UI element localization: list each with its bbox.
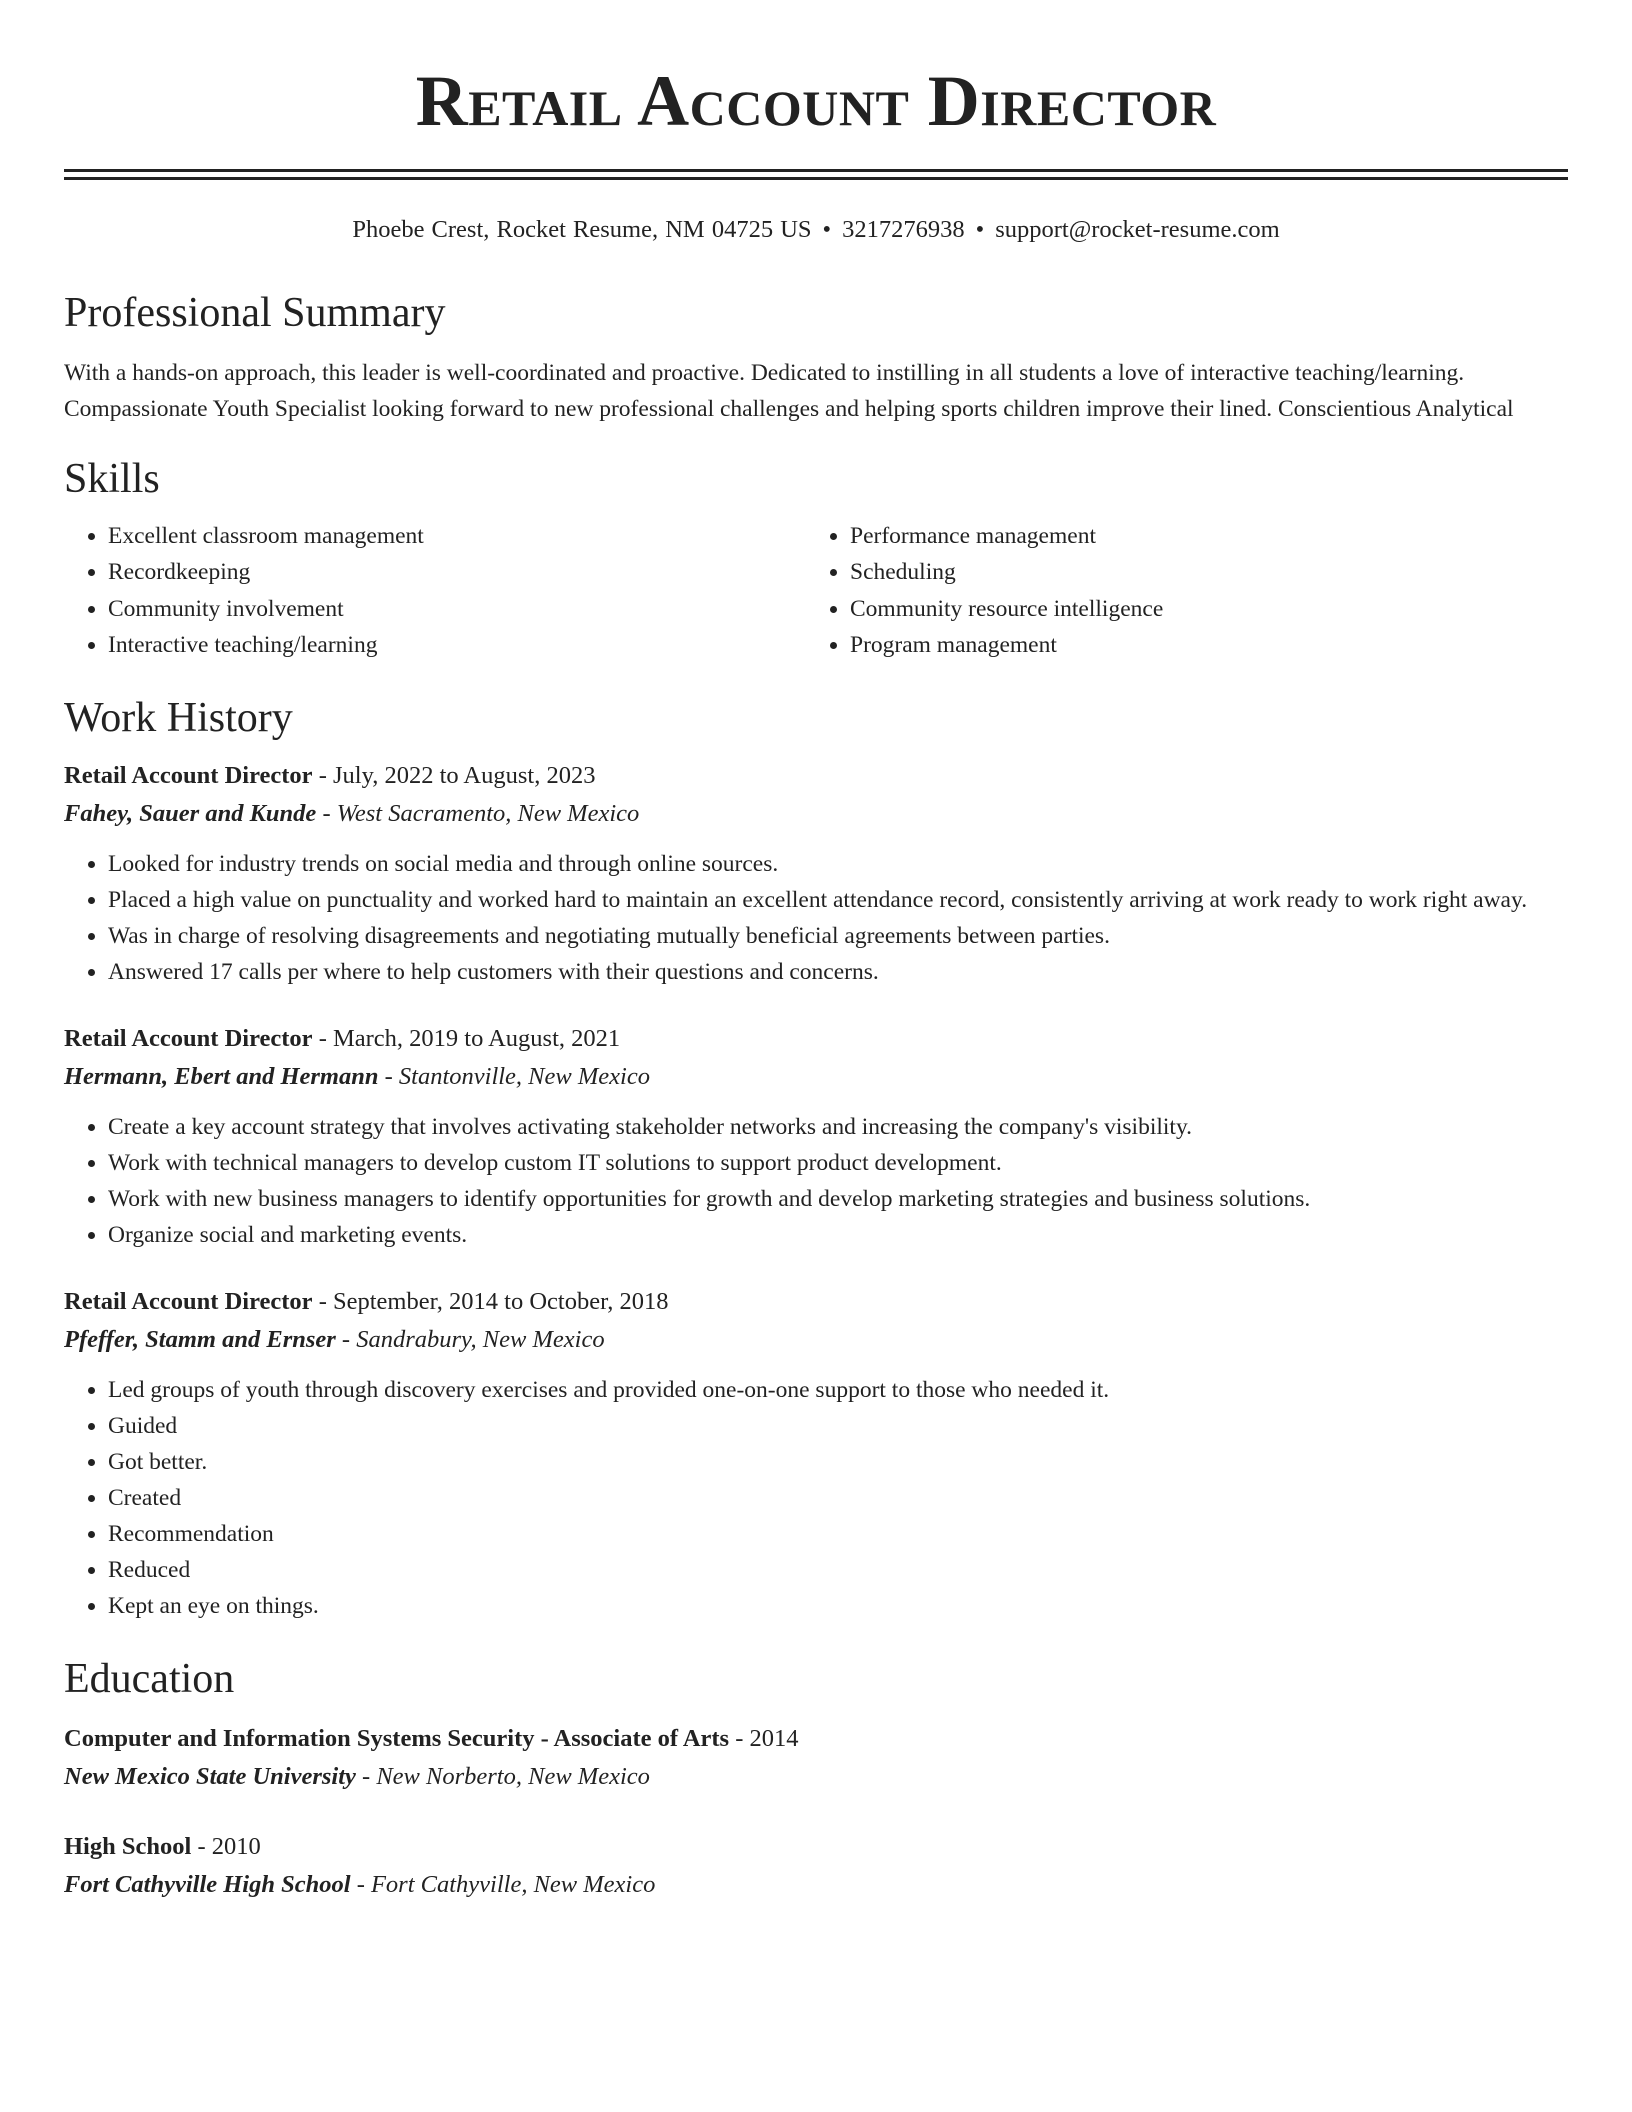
contact-separator: •: [975, 216, 985, 243]
contact-line: [64, 218, 1568, 243]
job-title: Retail Account Director: [64, 1287, 313, 1315]
job-bullet: • Was in charge of resolving disagreements and negotiating mutually beneficial agreements between parties.: [108, 918, 1568, 954]
education-year: - 2014: [729, 1724, 799, 1752]
education-location: - New Norberto, New Mexico: [355, 1762, 650, 1790]
job-company: Pfeffer, Stamm and Ernser: [64, 1325, 336, 1353]
job-bullet: • Work with technical managers to develop custom IT solutions to support product development.: [108, 1145, 1568, 1181]
job-location: - Stantonville, New Mexico: [378, 1062, 650, 1090]
job-entry: [64, 1283, 1568, 1624]
job-dates: - March, 2019 to August, 2021: [312, 1024, 621, 1052]
job-title: Retail Account Director: [64, 1024, 313, 1052]
education-heading: Education: [64, 1655, 235, 1702]
job-title: Retail Account Director: [64, 761, 313, 789]
skill-item: • Interactive teaching/learning: [108, 627, 806, 664]
job-company-line: [64, 795, 1568, 833]
job-entry: [64, 1020, 1568, 1253]
skill-item: • Recordkeeping: [108, 554, 806, 591]
job-company-line: [64, 1321, 1568, 1359]
education-school: New Mexico State University: [64, 1762, 356, 1790]
job-bullet: • Create a key account strategy that involves activating stakeholder networks and increasing the company's visibility.: [108, 1109, 1568, 1145]
job-company: Hermann, Ebert and Hermann: [64, 1062, 379, 1090]
education-degree-line: [64, 1828, 1568, 1866]
skill-item: • Performance management: [850, 518, 1548, 555]
job-bullet: • Work with new business managers to identify opportunities for growth and develop marketing strategies and business solutions.: [108, 1181, 1568, 1217]
contact-phone: 3217276938: [842, 216, 965, 243]
job-dates: - September, 2014 to October, 2018: [312, 1287, 669, 1315]
job-entry: [64, 757, 1568, 990]
job-bullet: • Looked for industry trends on social media and through online sources.: [108, 846, 1568, 882]
job-bullet: • Reduced: [108, 1552, 1568, 1588]
job-title-line: [64, 1020, 1568, 1058]
skill-item: • Community involvement: [108, 591, 806, 628]
job-bullet: • Answered 17 calls per where to help customers with their questions and concerns.: [108, 954, 1568, 990]
work-history-heading: Work History: [64, 694, 293, 741]
education-year: - 2010: [191, 1832, 261, 1860]
job-company: Fahey, Sauer and Kunde: [64, 799, 317, 827]
skill-item: • Community resource intelligence: [850, 591, 1548, 628]
job-bullet: • Organize social and marketing events.: [108, 1217, 1568, 1253]
education-location: - Fort Cathyville, New Mexico: [350, 1870, 656, 1898]
job-bullets: [64, 846, 1568, 990]
job-bullets: [64, 1372, 1568, 1624]
job-dates: - July, 2022 to August, 2023: [312, 761, 596, 789]
education-school-line: [64, 1758, 1568, 1796]
job-bullet: • Placed a high value on punctuality and worked hard to maintain an excellent attendance record, consistently arriving at work ready to work right away.: [108, 882, 1568, 918]
contact-address: Phoebe Crest, Rocket Resume, NM 04725 US: [352, 216, 812, 243]
education-degree-line: [64, 1720, 1568, 1758]
education-entry: [64, 1828, 1568, 1904]
job-title-line: [64, 757, 1568, 795]
education-entry: [64, 1720, 1568, 1796]
education-school: Fort Cathyville High School: [64, 1870, 351, 1898]
job-title-line: [64, 1283, 1568, 1321]
job-bullet: • Created: [108, 1480, 1568, 1516]
job-bullet: • Got better.: [108, 1444, 1568, 1480]
skills-left-column: [64, 518, 806, 664]
education-school-line: [64, 1866, 1568, 1904]
job-bullet: • Recommendation: [108, 1516, 1568, 1552]
skills-grid: [64, 518, 1568, 664]
summary-heading: Professional Summary: [64, 289, 446, 336]
education-degree: High School: [64, 1832, 192, 1860]
job-location: - Sandrabury, New Mexico: [335, 1325, 605, 1353]
resume-title: Retail Account Director: [415, 61, 1217, 141]
skill-item: • Scheduling: [850, 554, 1548, 591]
job-bullet: • Led groups of youth through discovery exercises and provided one-on-one support to those who needed it.: [108, 1372, 1568, 1408]
title-double-rule: [64, 169, 1568, 180]
skill-item: • Program management: [850, 627, 1548, 664]
contact-email: support@rocket-resume.com: [995, 216, 1280, 243]
job-bullet: • Kept an eye on things.: [108, 1588, 1568, 1624]
education-degree: Computer and Information Systems Security - Associate of Arts: [64, 1724, 730, 1752]
job-bullets: [64, 1109, 1568, 1253]
job-bullet: • Guided: [108, 1408, 1568, 1444]
job-location: - West Sacramento, New Mexico: [316, 799, 640, 827]
summary-text: With a hands-on approach, this leader is well-coordinated and proactive. Dedicated to instilling in all students a love of interactive teaching/learning. Compassionate Youth Specialist looking forward to new professional challenges and helping sports children improve their lined. Conscientious Analytical: [64, 359, 1514, 422]
skills-right-column: [806, 518, 1548, 664]
skills-heading: Skills: [64, 455, 160, 502]
job-company-line: [64, 1058, 1568, 1096]
skill-item: • Excellent classroom management: [108, 518, 806, 555]
contact-separator: •: [822, 216, 832, 243]
